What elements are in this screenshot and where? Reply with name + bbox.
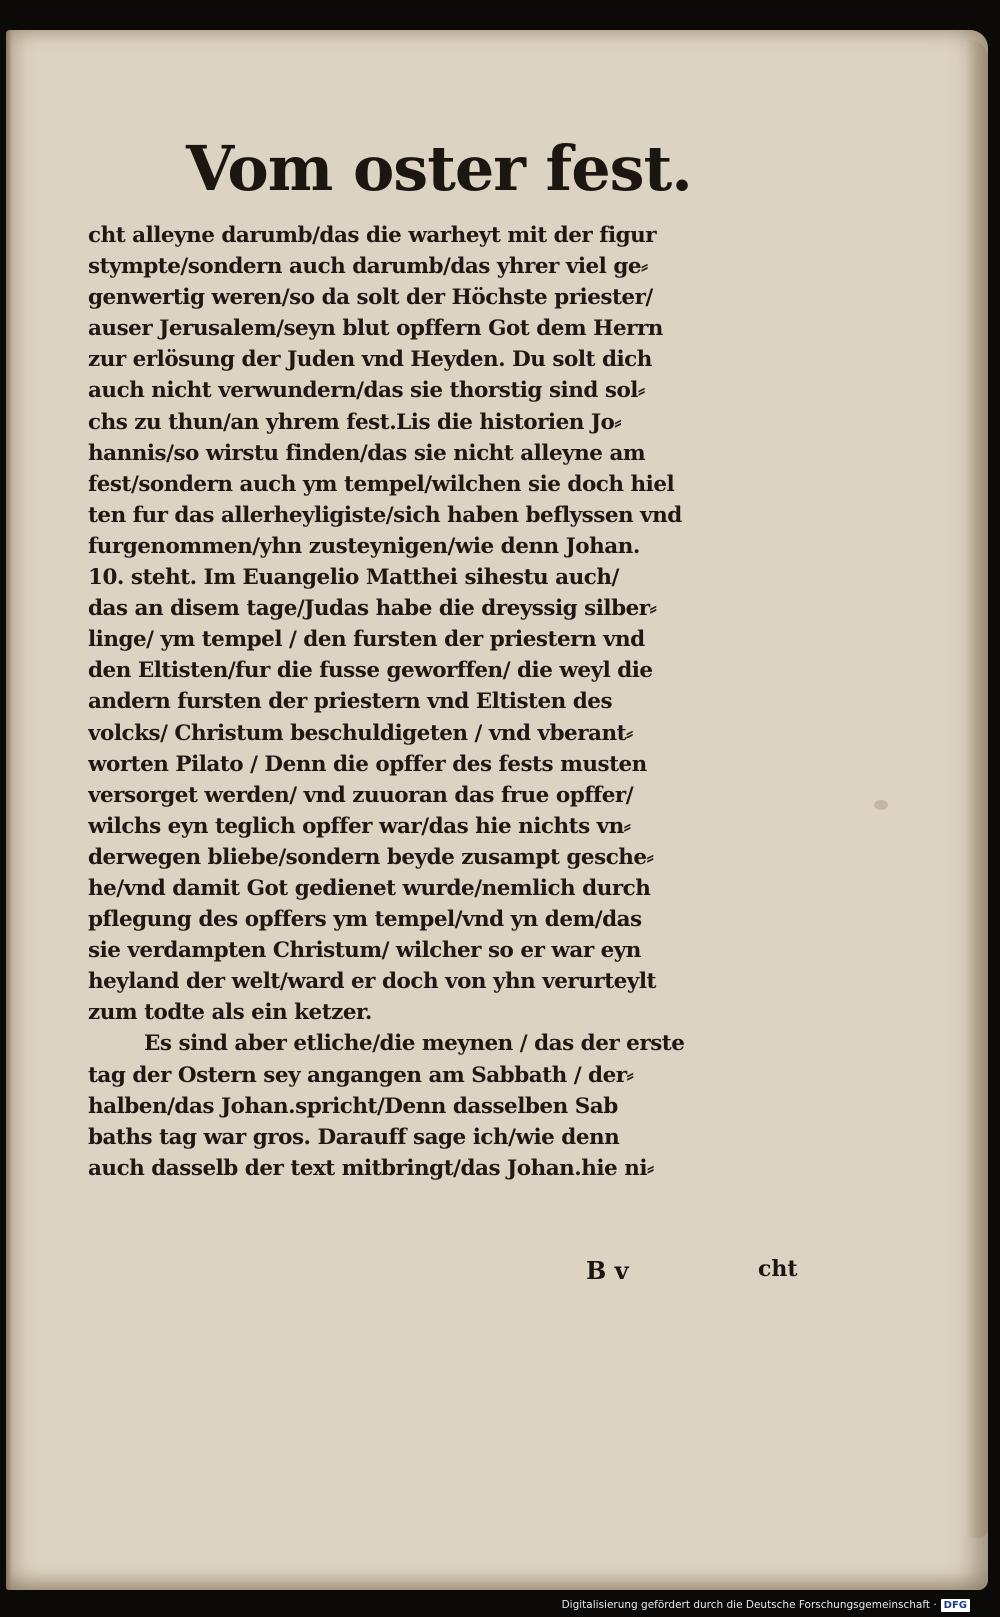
text-line: fest/sondern auch ym tempel/wilchen sie doch hiel [88,471,675,497]
text-line: ten fur das allerheyligiste/sich haben beflyssen vnd [88,502,682,528]
text-line: worten Pilato / Denn die opffer des fests musten [88,751,647,777]
catchword: cht [758,1256,798,1282]
text-line: halben/das Johan.spricht/Denn dasselben Sab [88,1093,618,1119]
text-line: chs zu thun/an yhrem fest.Lis die historien Jo⸗ [88,409,622,435]
text-line: derwegen bliebe/sondern beyde zusampt gesche⸗ [88,844,654,870]
text-line: volcks/ Christum beschuldigeten / vnd vberant⸗ [88,720,633,746]
book-page [6,30,988,1590]
text-line: wilchs eyn teglich opffer war/das hie nichts vn⸗ [88,813,631,839]
dfg-logo-icon: DFG [941,1599,970,1612]
text-line: heyland der welt/ward er doch von yhn verurteylt [88,969,656,995]
text-line: pflegung des opffers ym tempel/vnd yn dem/das [88,907,642,933]
signature-mark: B v [586,1256,629,1285]
text-line: furgenommen/yhn zusteynigen/wie denn Johan. [88,533,640,559]
digitization-footer [562,1597,970,1613]
text-line: hannis/so wirstu finden/das sie nicht alleyne am [88,440,646,466]
paragraph-start-line: Es sind aber etliche/die meynen / das der erste [144,1031,685,1057]
text-line: tag der Ostern sey angangen am Sabbath / der⸗ [88,1062,634,1088]
text-line: versorget werden/ vnd zuuoran das frue opffer/ [88,782,634,808]
text-line: stympte/sondern auch darumb/das yhrer viel ge⸗ [88,254,648,280]
text-line: 10. steht. Im Euangelio Matthei sihestu auch/ [88,565,619,591]
text-line: genwertig weren/so da solt der Höchste priester/ [88,285,653,311]
text-line: linge/ ym tempel / den fursten der priestern vnd [88,627,645,653]
text-line: das an disem tage/Judas habe die dreyssig silber⸗ [88,596,657,622]
text-line: andern fursten der priestern vnd Eltisten des [88,689,613,715]
text-line: zur erlösung der Juden vnd Heyden. Du solt dich [88,347,652,373]
text-line: den Eltisten/fur die fusse geworffen/ die weyl die [88,658,653,684]
text-line: cht alleyne darumb/das die warheyt mit der figur [88,223,657,248]
running-head: Vom oster fest. [186,132,692,205]
text-line: auch nicht verwundern/das sie thorstig sind sol⸗ [88,378,645,404]
text-line: zum todte als ein ketzer. [88,1000,372,1026]
text-line: baths tag war gros. Darauff sage ich/wie denn [88,1124,620,1150]
paper-stain [874,800,888,810]
text-line: sie verdampten Christum/ wilcher so er war eyn [88,938,641,964]
text-line: auch dasselb der text mitbringt/das Johan.hie ni⸗ [88,1155,654,1181]
funding-credit: Digitalisierung gefördert durch die Deutsche Forschungsgemeinschaft · [561,1599,937,1611]
text-line: auser Jerusalem/seyn blut opffern Got dem Herrn [88,316,663,342]
text-line: he/vnd damit Got gedienet wurde/nemlich durch [88,875,651,901]
text-block [88,220,778,1184]
